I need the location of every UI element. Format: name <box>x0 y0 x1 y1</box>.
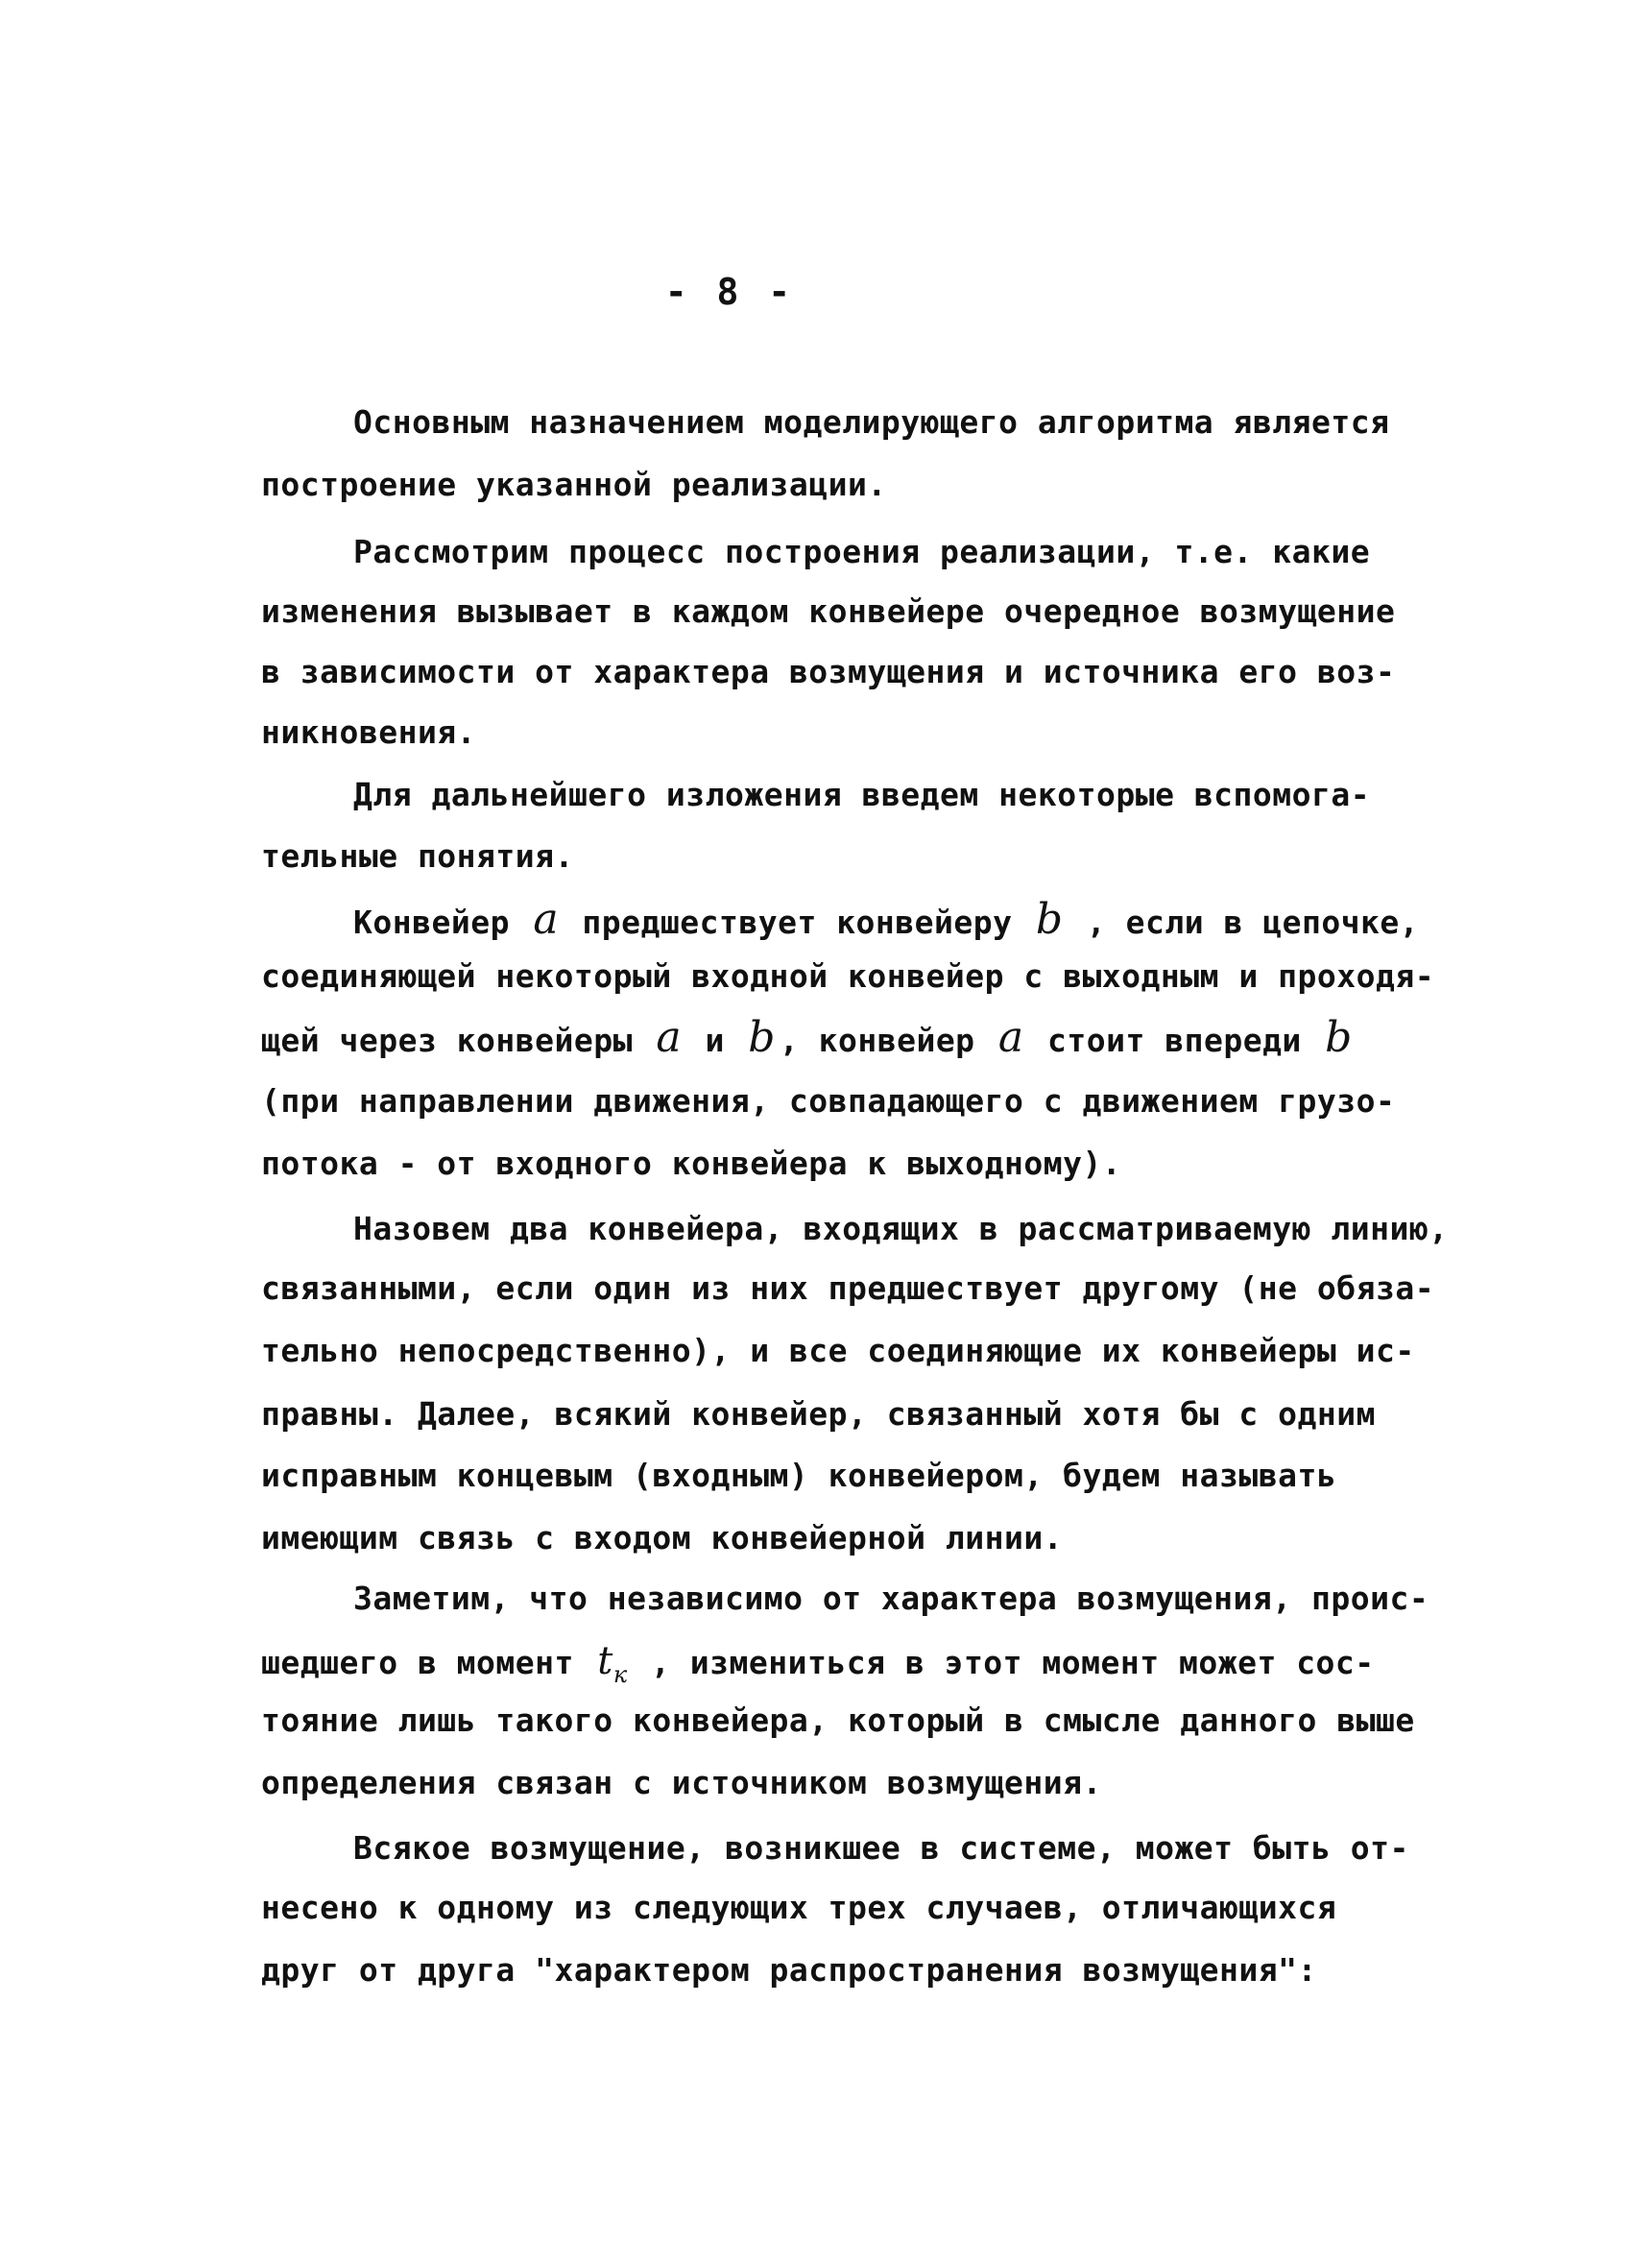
paragraph-line: Основным назначением моделирующего алгоритма является <box>353 403 1390 441</box>
handwritten-variable-a: a <box>997 1013 1024 1062</box>
handwritten-variable-t <box>593 1639 631 1688</box>
paragraph-line: Назовем два конвейера, входящих в рассматриваемую линию, <box>353 1210 1449 1247</box>
paragraph-line <box>261 1639 1375 1688</box>
paragraph-line: Всякое возмущение, возникшее в системе, может быть от- <box>353 1829 1409 1867</box>
paragraph-line: в зависимости от характера возмущения и источника его воз- <box>261 653 1396 690</box>
handwritten-subscript-k: к <box>612 1661 628 1688</box>
paragraph-line: несено к одному из следующих трех случаев, отличающихся <box>261 1889 1337 1926</box>
text-fragment: , измениться в этот момент может сос- <box>631 1644 1375 1681</box>
paragraph-line: тояние лишь такого конвейера, который в смысле данного выше <box>261 1701 1415 1739</box>
text-fragment: шедшего в момент <box>261 1644 594 1681</box>
paragraph-line: (при направлении движения, совпадающего с движением грузо- <box>261 1082 1396 1120</box>
text-fragment: , конвейер <box>779 1022 995 1059</box>
paragraph-line: тельно непосредственно), и все соединяющие их конвейеры ис- <box>261 1332 1415 1369</box>
handwritten-t: t <box>597 1639 613 1683</box>
text-fragment: стоит впереди <box>1027 1022 1322 1059</box>
text-fragment: Конвейер <box>353 904 530 941</box>
paragraph-line: потока - от входного конвейера к выходному). <box>261 1145 1122 1182</box>
handwritten-variable-b: b <box>1325 1013 1353 1062</box>
text-fragment: и <box>685 1022 745 1059</box>
paragraph-line <box>353 895 1419 944</box>
paragraph-line: тельные понятия. <box>261 837 574 875</box>
paragraph-line: определения связан с источником возмущения. <box>261 1764 1102 1801</box>
text-fragment: предшествует конвейеру <box>563 904 1032 941</box>
paragraph-line: друг от друга "характером распространения возмущения": <box>261 1951 1317 1989</box>
paragraph-line: исправным концевым (входным) конвейером, будем называть <box>261 1457 1337 1494</box>
paragraph-line: построение указанной реализации. <box>261 466 887 503</box>
paragraph-line <box>261 1013 1357 1062</box>
paragraph-line: Для дальнейшего изложения введем некоторые вспомога- <box>353 776 1371 813</box>
paragraph-line: никновения. <box>261 713 477 751</box>
handwritten-variable-b: b <box>1035 895 1064 944</box>
paragraph-line: Рассмотрим процесс построения реализации, т.е. какие <box>353 533 1371 570</box>
page-number: - 8 - <box>664 271 795 313</box>
handwritten-variable-a: a <box>533 895 560 944</box>
paragraph-line: изменения вызывает в каждом конвейере очередное возмущение <box>261 592 1396 630</box>
handwritten-variable-b: b <box>748 1013 776 1062</box>
paragraph-line: соединяющей некоторый входной конвейер с выходным и проходя- <box>261 957 1435 995</box>
text-fragment: , если в цепочке, <box>1067 904 1420 941</box>
paragraph-line: связанными, если один из них предшествует другому (не обяза- <box>261 1269 1435 1307</box>
paragraph-line: имеющим связь с входом конвейерной линии. <box>261 1519 1064 1556</box>
paragraph-line: правны. Далее, всякий конвейер, связанный хотя бы с одним <box>261 1395 1376 1433</box>
paragraph-line: Заметим, что независимо от характера возмущения, проис- <box>353 1580 1429 1617</box>
handwritten-variable-a: a <box>656 1013 683 1062</box>
text-fragment: щей через конвейеры <box>261 1022 653 1059</box>
